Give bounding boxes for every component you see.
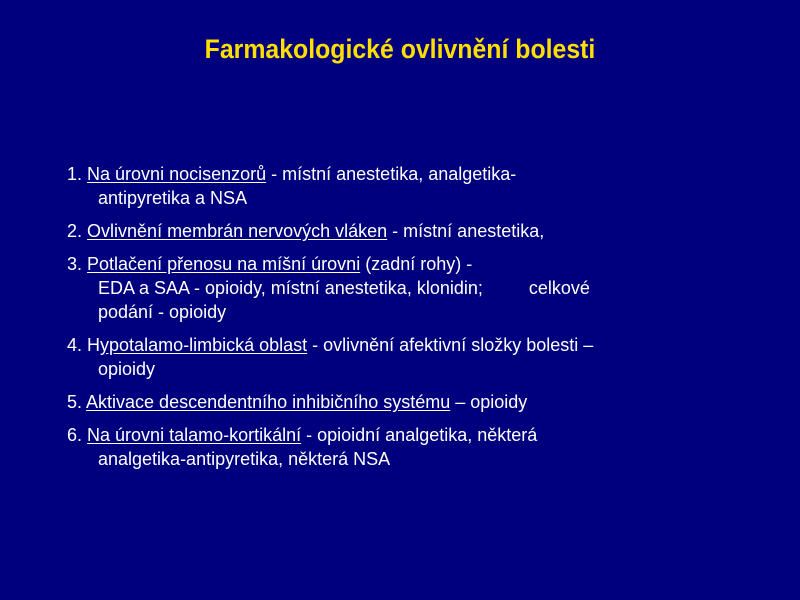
item-continuation: opioidy — [98, 359, 156, 379]
list-item — [67, 390, 767, 414]
item-number: 1. — [67, 164, 83, 184]
item-number: 4. — [67, 335, 83, 355]
slide-title: Farmakologické ovlivnění bolesti — [204, 34, 596, 64]
item-heading: Na úrovni nocisenzorů — [87, 164, 267, 184]
list-item — [67, 219, 767, 243]
list-item — [67, 423, 767, 471]
item-continuation: podání - opioidy — [98, 302, 227, 322]
list-item — [67, 252, 767, 324]
item-heading: ypotalamo-limbická oblast — [100, 335, 308, 355]
item-text: – opioidy — [450, 392, 528, 412]
item-continuation: analgetika-antipyretika, některá NSA — [98, 449, 391, 469]
item-prefix: H — [87, 335, 101, 355]
item-text: - ovlivnění afektivní složky bolesti – — [307, 335, 594, 355]
item-continuation: antipyretika a NSA — [98, 188, 248, 208]
item-text: - místní anestetika, analgetika- — [266, 164, 517, 184]
item-heading: Aktivace descendentního inhibičního systému — [86, 392, 451, 412]
item-heading: Na úrovni talamo-kortikální — [87, 425, 302, 445]
item-text: - místní anestetika, — [387, 221, 545, 241]
list-item — [67, 162, 767, 210]
item-text: (zadní rohy) - — [360, 254, 473, 274]
item-continuation-tail: celkové — [528, 278, 590, 298]
item-number: 3. — [67, 254, 83, 274]
item-continuation: EDA a SAA - opioidy, místní anestetika, klonidin; — [98, 278, 483, 298]
item-continuation-line — [98, 276, 767, 300]
item-heading: Ovlivnění membrán nervových vláken — [87, 221, 388, 241]
item-number: 2. — [67, 221, 83, 241]
item-text: - opioidní analgetika, některá — [301, 425, 538, 445]
item-number: 6. — [67, 425, 83, 445]
item-number: 5. — [67, 392, 83, 412]
item-heading: Potlačení přenosu na míšní úrovni — [87, 254, 361, 274]
bullet-list — [67, 162, 767, 480]
list-item — [67, 333, 767, 381]
